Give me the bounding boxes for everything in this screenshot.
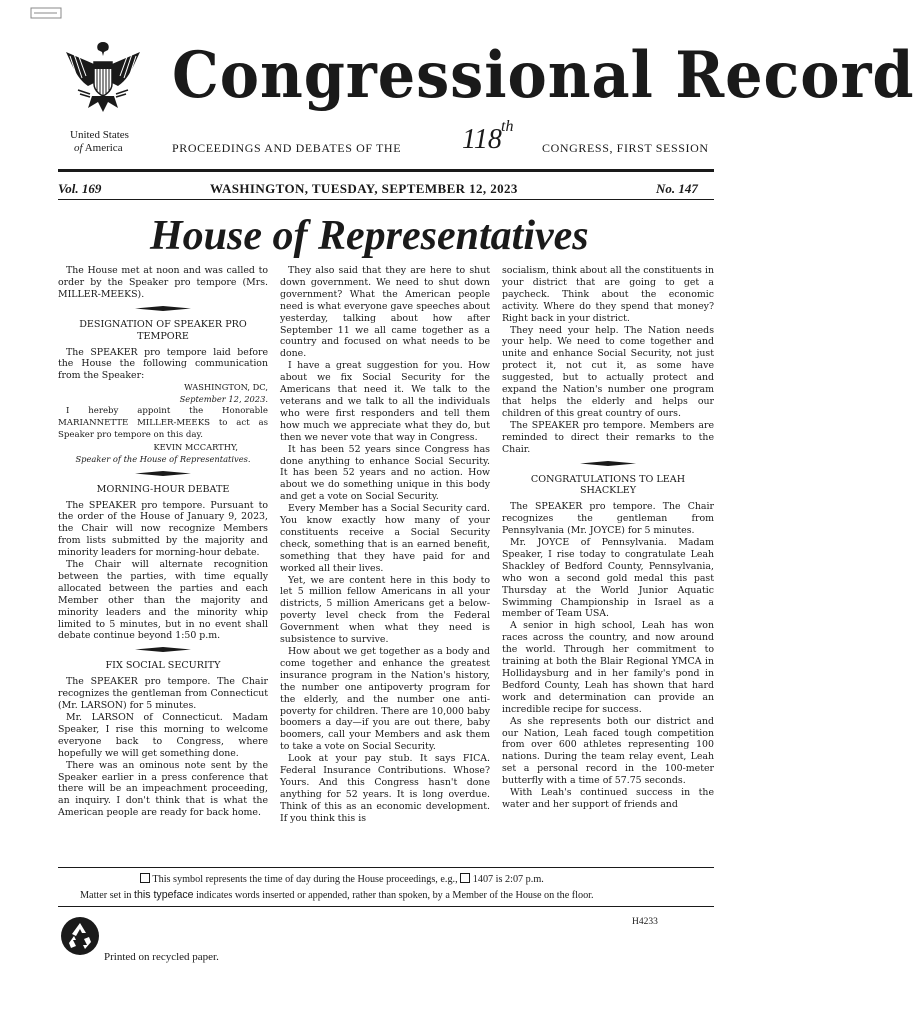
typeface-sample: this typeface: [134, 889, 194, 901]
section-divider-ornament: [135, 306, 191, 311]
paragraph: The Chair will alternate recognition between the parties, with time equally allocated between the parties and each Member other than the majority and minority leaders and the minority whip limited to 5 minutes, but in no event shall debate continue beyond 1:50 p.m.: [58, 559, 268, 642]
eagle-seal-icon: [58, 34, 148, 116]
masthead-rule-top: [58, 169, 714, 172]
section-heading: CONGRATULATIONS TO LEAH SHACKLEY: [530, 473, 686, 497]
legend-example: 1407 is 2:07 p.m.: [472, 874, 544, 885]
paragraph: Mr. LARSON of Connecticut. Madam Speaker, I rise this morning to welcome everyone back to Congress, where hopefully we will get something done.: [58, 712, 268, 759]
section-divider-ornament: [580, 461, 636, 466]
column-3: [502, 265, 714, 811]
section-heading: MORNING-HOUR DEBATE: [96, 483, 230, 495]
of-word: of: [74, 142, 83, 154]
time-symbol-box-icon: [140, 873, 150, 883]
section-divider-ornament: [135, 647, 191, 652]
signature-date: September 12, 2023.: [179, 394, 268, 405]
section-divider-ornament: [135, 471, 191, 476]
paragraph: They need your help. The Nation needs your help. We need to come together and unite and enhance Social Security, not just protect it, not cut it, as some have suggested, but to actually protect and expand the Nation's number one program that helps the elderly and helps our children of this great country of ours.: [502, 324, 714, 419]
paragraph: How about we get together as a body and come together and enhance the greatest insurance program in the Nation's history, the number one antipoverty program for the elderly, and the number one anti-poverty for children. There are 10,000 baby boomers a day—if you are out there, baby boomers, call your Members and ask them to take a vote on Social Security.: [280, 646, 490, 753]
session-label: CONGRESS, FIRST SESSION: [542, 141, 709, 155]
legend-text: indicates words inserted or appended, rather than spoken, by a Member of the House on the floor.: [196, 890, 594, 901]
page-number: H4233: [632, 917, 658, 927]
masthead-america-line: [74, 142, 123, 154]
typeface-legend: [80, 889, 594, 901]
chamber-title: House of Representatives: [150, 213, 589, 259]
legend-text: Matter set in: [80, 890, 132, 901]
signature-name: KEVIN MCCARTHY,: [153, 441, 238, 452]
paragraph: The SPEAKER pro tempore laid before the House the following communication from the Speaker:: [58, 346, 268, 382]
paragraph: It has been 52 years since Congress has done anything to enhance Social Security. It has been 52 years and no action. How about we do something unique in this body and get a vote on Social Security.: [280, 443, 490, 503]
issue-number: No. 147: [656, 181, 698, 196]
volume-label: Vol. 169: [58, 181, 102, 196]
paragraph: The SPEAKER pro tempore. Pursuant to the order of the House of January 9, 2023, the Chair will now recognize Members from lists submitted by the majority and minority leaders for morning-hour debate.: [58, 499, 268, 559]
masthead-title: Congressional Record: [172, 38, 914, 113]
paragraph: Mr. JOYCE of Pennsylvania. Madam Speaker, I rise today to congratulate Leah Shackley of Bedford County, Pennsylvania, who won a second gold medal this past Thursday at the World Junior Aquatic Swimming Championship in Israel as a member of Team USA.: [502, 537, 714, 620]
paragraph: As she represents both our district and our Nation, Leah faced tough competition from over 600 athletes representing 100 nations. During the team relay event, Leah set a personal record in the 100-meter butterfly with a time of 57.75 seconds.: [502, 715, 714, 787]
paragraph: With Leah's continued success in the water and her support of friends and: [502, 787, 714, 810]
dateline: WASHINGTON, TUESDAY, SEPTEMBER 12, 2023: [210, 181, 518, 196]
paragraph: I have a great suggestion for you. How about we fix Social Security for the Americans that need it. We talk to the veterans and we talk to all the individuals who were first responders and tell them how much we appreciate what they do, but then we never vote that way in Congress.: [280, 360, 490, 443]
paragraph: socialism, think about all the constituents in your district that are going to get a paycheck. Think about the economic activity. Where do they spend that money? Right back in your district.: [502, 265, 714, 324]
america-word: America: [82, 142, 123, 154]
congress-number: 118: [462, 124, 502, 155]
signature-title: Speaker of the House of Representatives.: [75, 453, 251, 464]
authenticated-mark-icon: [30, 6, 64, 22]
recycle-icon: [60, 916, 100, 956]
masthead-rule-bottom: [58, 199, 714, 200]
proceedings-label: PROCEEDINGS AND DEBATES OF THE: [172, 141, 402, 155]
time-symbol-legend: [140, 873, 544, 885]
column-2: [280, 265, 490, 825]
paragraph: I hereby appoint the Honorable MARIANNETTE MILLER-MEEKS to act as Speaker pro tempore on this day.: [58, 406, 268, 440]
paragraph: Every Member has a Social Security card. You know exactly how many of your constituents receive a Social Security check, something that is an earned benefit, something that they have paid for and worked all their lives.: [280, 503, 490, 574]
congress-suffix: th: [501, 118, 514, 135]
signature-line: WASHINGTON, DC,: [184, 382, 268, 393]
paragraph: Look at your pay stub. It says FICA. Federal Insurance Contributions. Whose? Yours. And this Congress hasn't done anything for 52 years. It is long overdue. Think of this as an economic development. If you think this is: [280, 753, 490, 824]
paragraph: The SPEAKER pro tempore. Members are reminded to direct their remarks to the Chair.: [502, 419, 714, 455]
masthead-us-line: United States: [70, 129, 129, 141]
paragraph: The House met at noon and was called to order by the Speaker pro tempore (Mrs. MILLER-MEEKS).: [58, 265, 268, 300]
time-symbol-box-icon: [460, 873, 470, 883]
footer-rule-top: [58, 867, 714, 868]
paragraph: Yet, we are content here in this body to let 5 million fellow Americans in all your districts, 5 million Americans get a below-poverty level check from the Federal Government when what they need is subsistence to survive.: [280, 574, 490, 646]
section-heading: DESIGNATION OF SPEAKER PRO TEMPORE: [79, 318, 247, 342]
paragraph: They also said that they are here to shut down government. We need to shut down government? What the American people need is what everyone gave speeches about yesterday, talking about how after September 11 we all came together as a country and focused on what needs to be done.: [280, 265, 490, 360]
paragraph: The SPEAKER pro tempore. The Chair recognizes the gentleman from Connecticut (Mr. LARSON) for 5 minutes.: [58, 676, 268, 712]
paragraph: The SPEAKER pro tempore. The Chair recognizes the gentleman from Pennsylvania (Mr. JOYCE) for 5 minutes.: [502, 501, 714, 537]
recycled-paper-note: Printed on recycled paper.: [104, 951, 219, 963]
legend-text: This symbol represents the time of day during the House proceedings, e.g.,: [152, 874, 458, 885]
section-heading: FIX SOCIAL SECURITY: [105, 660, 221, 672]
footer-rule-bottom: [58, 906, 714, 907]
paragraph: A senior in high school, Leah has won races across the country, and now around the world. Through her commitment to training at both the Blair Regional YMCA in Hollidaysburg and in her family's pond in Bedford County, Leah has shown that hard work and determination can provide an incredible recipe for success.: [502, 620, 714, 715]
column-1: [58, 265, 268, 819]
paragraph: There was an ominous note sent by the Speaker earlier in a press conference that there will be an impeachment proceeding, an inquiry. I don't think that is what the American people are ready for back home.: [58, 759, 268, 819]
